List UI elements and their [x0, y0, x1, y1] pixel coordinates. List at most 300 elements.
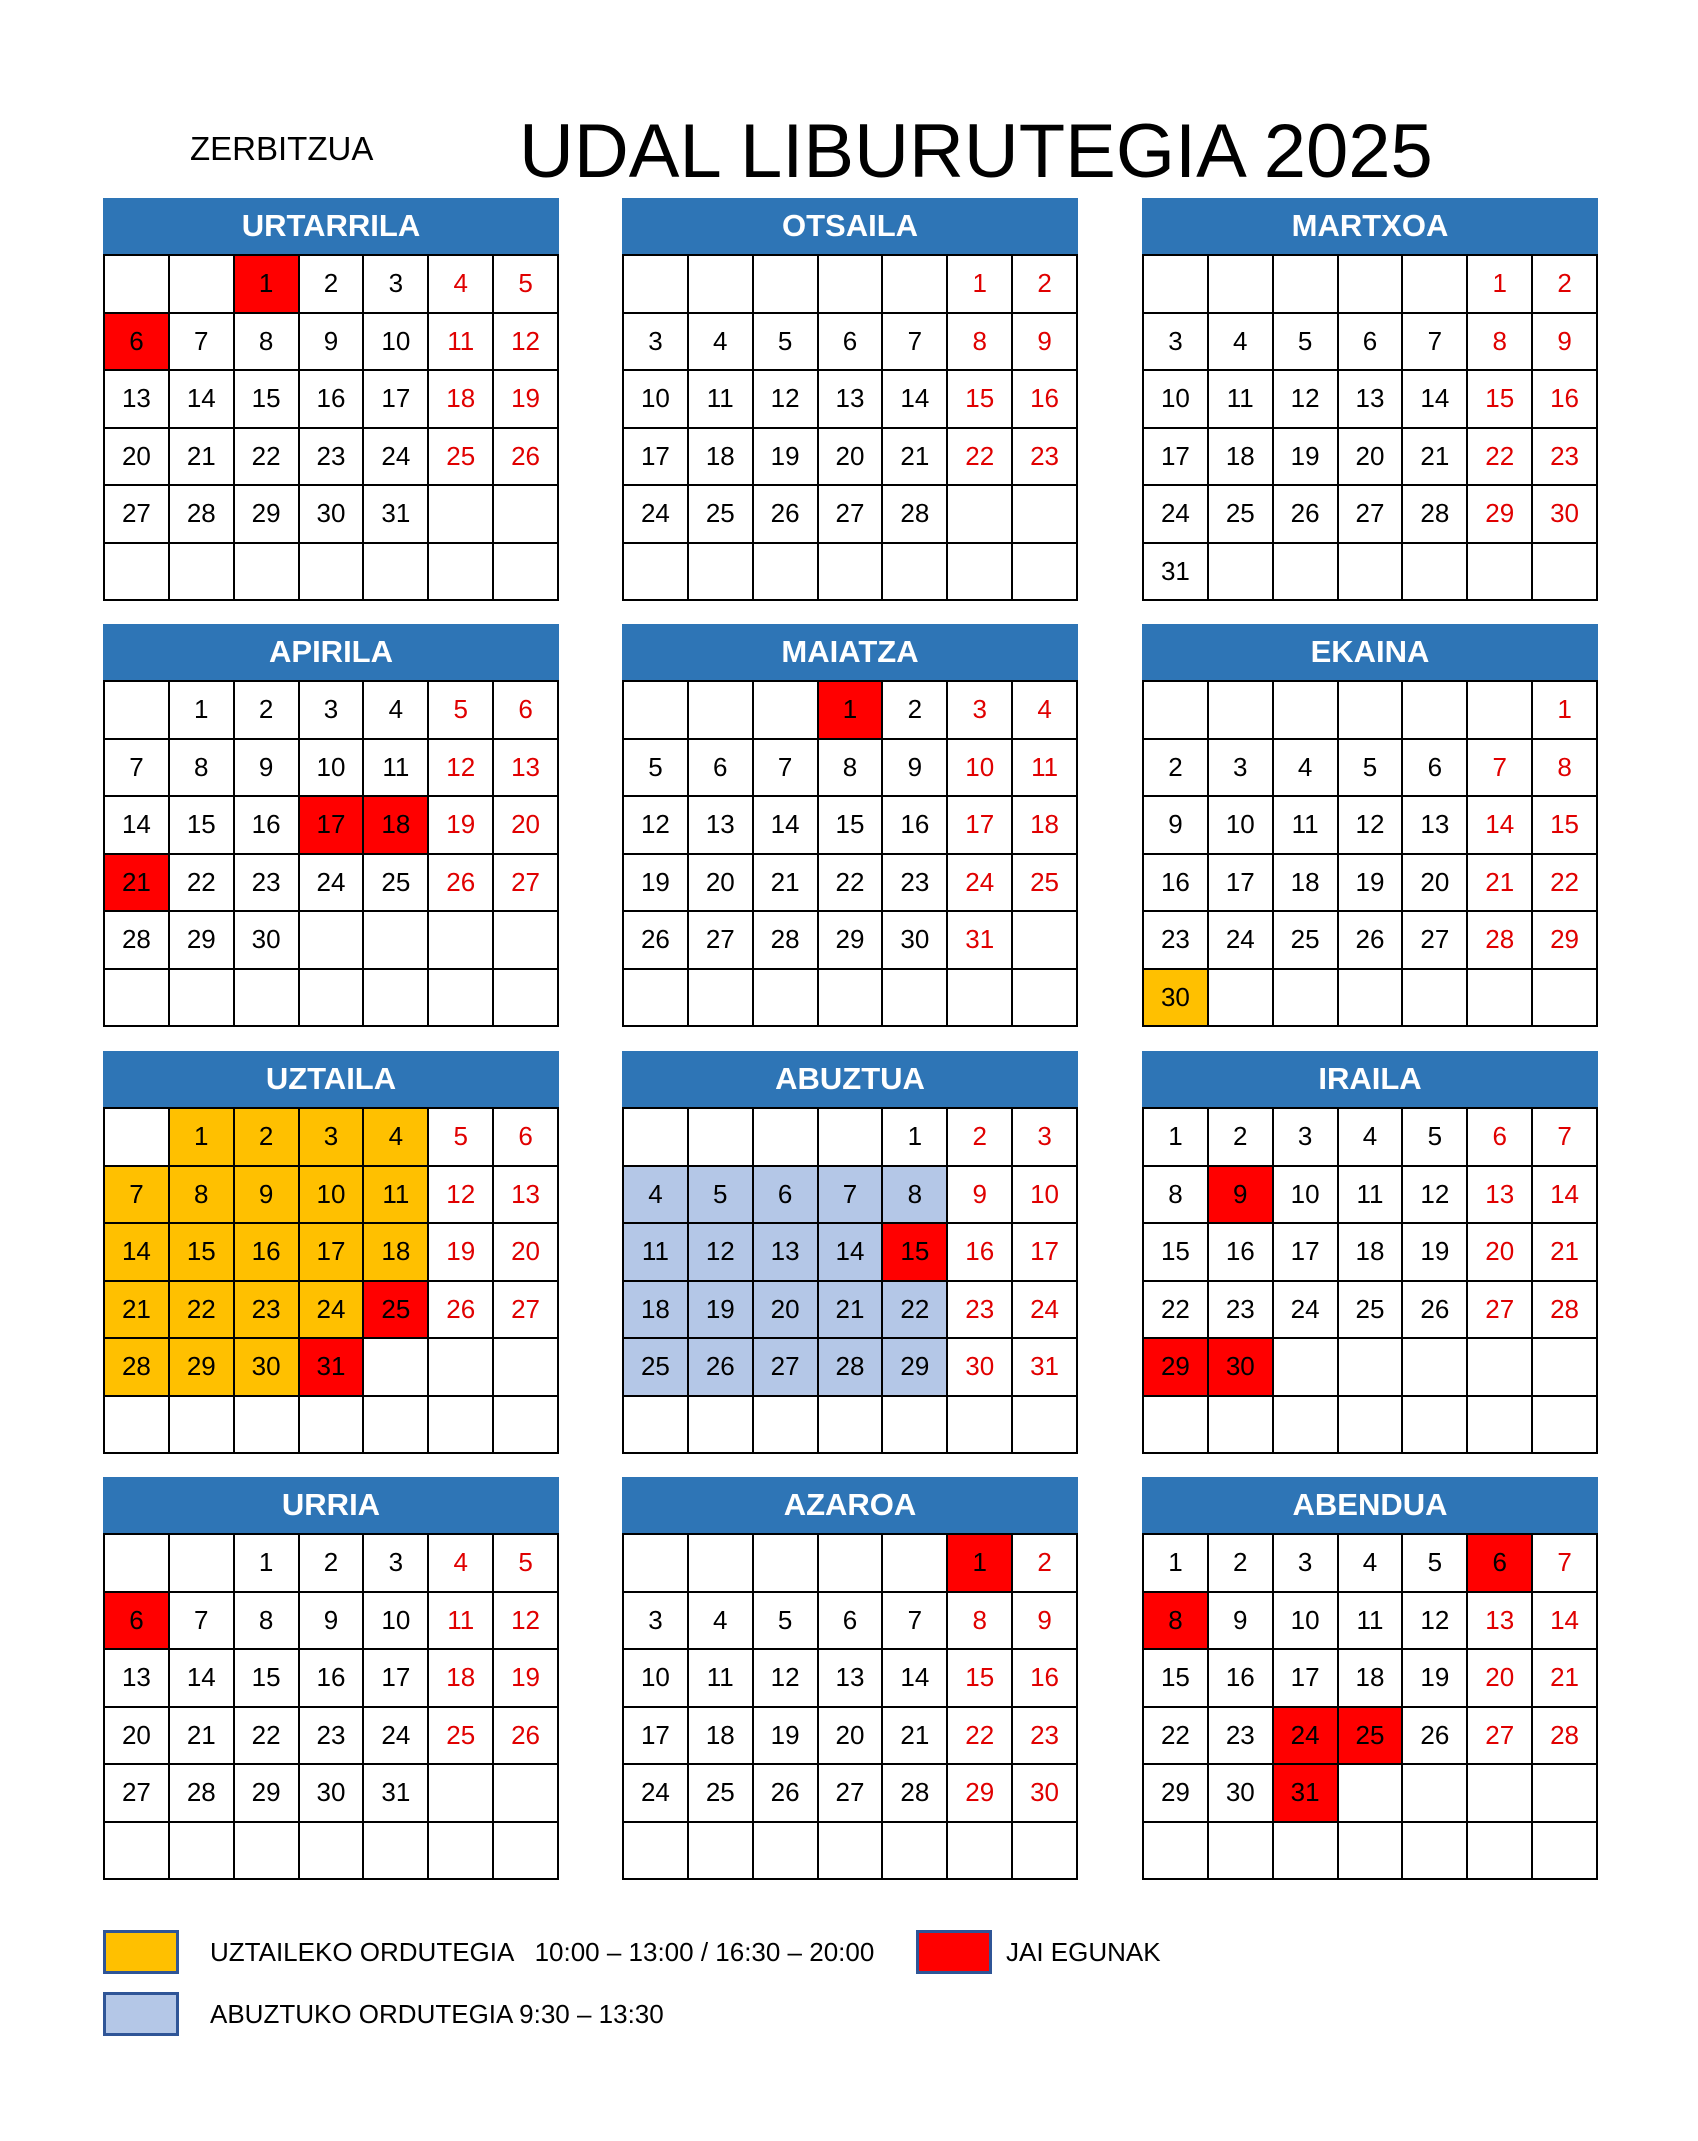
empty-cell	[1533, 1339, 1598, 1397]
day-cell: 8	[883, 1167, 948, 1225]
day-cell: 6	[105, 1593, 170, 1651]
day-cell: 30	[235, 912, 300, 970]
day-cell: 10	[300, 740, 365, 798]
day-cell: 15	[883, 1224, 948, 1282]
day-cell: 13	[1403, 797, 1468, 855]
day-cell: 7	[170, 1593, 235, 1651]
empty-cell	[105, 682, 170, 740]
day-cell: 21	[1533, 1224, 1598, 1282]
day-cell: 9	[1013, 314, 1078, 372]
legend-swatch-july	[103, 1930, 179, 1974]
day-cell: 11	[364, 740, 429, 798]
day-cell: 5	[624, 740, 689, 798]
empty-cell	[624, 1397, 689, 1455]
empty-cell	[1468, 544, 1533, 602]
month-apirila	[103, 624, 559, 1027]
empty-cell	[494, 912, 559, 970]
day-cell: 25	[1209, 486, 1274, 544]
day-cell: 13	[494, 740, 559, 798]
day-cell: 29	[883, 1339, 948, 1397]
day-cell: 30	[883, 912, 948, 970]
day-cell: 3	[624, 314, 689, 372]
day-cell: 27	[1403, 912, 1468, 970]
day-cell: 14	[1533, 1167, 1598, 1225]
empty-cell	[105, 1823, 170, 1881]
empty-cell	[364, 912, 429, 970]
day-cell: 27	[105, 1765, 170, 1823]
empty-cell	[364, 1339, 429, 1397]
day-cell: 10	[1209, 797, 1274, 855]
day-cell: 12	[429, 740, 494, 798]
day-cell: 27	[494, 855, 559, 913]
empty-cell	[300, 970, 365, 1028]
day-cell: 13	[1468, 1167, 1533, 1225]
empty-cell	[105, 1535, 170, 1593]
day-cell: 23	[300, 1708, 365, 1766]
day-cell: 18	[624, 1282, 689, 1340]
empty-cell	[105, 256, 170, 314]
day-cell: 29	[1468, 486, 1533, 544]
day-cell: 14	[170, 1650, 235, 1708]
day-cell: 1	[170, 682, 235, 740]
day-cell: 17	[1274, 1650, 1339, 1708]
empty-cell	[754, 544, 819, 602]
empty-cell	[170, 1397, 235, 1455]
empty-cell	[170, 256, 235, 314]
day-cell: 12	[1403, 1167, 1468, 1225]
empty-cell	[1274, 1823, 1339, 1881]
day-cell: 29	[819, 912, 884, 970]
empty-cell	[1209, 256, 1274, 314]
day-cell: 24	[364, 429, 429, 487]
day-cell: 8	[170, 740, 235, 798]
empty-cell	[494, 1823, 559, 1881]
day-cell: 2	[300, 1535, 365, 1593]
day-cell: 25	[624, 1339, 689, 1397]
empty-cell	[624, 1109, 689, 1167]
day-cell: 31	[948, 912, 1013, 970]
day-cell: 3	[948, 682, 1013, 740]
month-azaroa	[622, 1477, 1078, 1880]
day-cell: 29	[235, 486, 300, 544]
day-cell: 9	[1209, 1167, 1274, 1225]
day-cell: 2	[883, 682, 948, 740]
empty-cell	[624, 970, 689, 1028]
day-cell: 5	[1403, 1535, 1468, 1593]
month-header: EKAINA	[1142, 624, 1598, 680]
day-cell: 16	[1013, 1650, 1078, 1708]
day-cell: 20	[819, 429, 884, 487]
day-cell: 17	[364, 371, 429, 429]
empty-cell	[1468, 1339, 1533, 1397]
day-cell: 20	[689, 855, 754, 913]
day-cell: 17	[1209, 855, 1274, 913]
day-cell: 20	[105, 1708, 170, 1766]
month-header: URRIA	[103, 1477, 559, 1533]
empty-cell	[883, 1535, 948, 1593]
day-cell: 22	[948, 1708, 1013, 1766]
day-cell: 13	[819, 1650, 884, 1708]
day-cell: 17	[364, 1650, 429, 1708]
empty-cell	[754, 256, 819, 314]
empty-cell	[1274, 1397, 1339, 1455]
day-cell: 7	[883, 1593, 948, 1651]
day-cell: 1	[883, 1109, 948, 1167]
empty-cell	[883, 970, 948, 1028]
day-cell: 11	[429, 1593, 494, 1651]
day-cell: 11	[429, 314, 494, 372]
day-cell: 25	[1274, 912, 1339, 970]
month-header: UZTAILA	[103, 1051, 559, 1107]
empty-cell	[1533, 544, 1598, 602]
day-cell: 22	[819, 855, 884, 913]
day-cell: 3	[1274, 1535, 1339, 1593]
empty-cell	[624, 682, 689, 740]
day-cell: 31	[1274, 1765, 1339, 1823]
empty-cell	[429, 486, 494, 544]
day-cell: 9	[300, 314, 365, 372]
day-cell: 26	[624, 912, 689, 970]
day-cell: 7	[1403, 314, 1468, 372]
day-cell: 2	[235, 682, 300, 740]
day-cell: 7	[754, 740, 819, 798]
empty-cell	[429, 912, 494, 970]
day-cell: 7	[1533, 1109, 1598, 1167]
day-cell: 25	[364, 855, 429, 913]
empty-cell	[235, 1397, 300, 1455]
month-abuztua	[622, 1051, 1078, 1454]
day-cell: 12	[624, 797, 689, 855]
day-cell: 15	[235, 371, 300, 429]
day-cell: 1	[1144, 1109, 1209, 1167]
day-cell: 16	[1533, 371, 1598, 429]
day-cell: 20	[1468, 1650, 1533, 1708]
day-cell: 16	[300, 1650, 365, 1708]
day-cell: 1	[1144, 1535, 1209, 1593]
day-cell: 31	[1144, 544, 1209, 602]
day-cell: 22	[235, 1708, 300, 1766]
day-cell: 28	[1403, 486, 1468, 544]
day-cell: 10	[364, 1593, 429, 1651]
empty-cell	[429, 1397, 494, 1455]
empty-cell	[1339, 1339, 1404, 1397]
empty-cell	[1209, 544, 1274, 602]
day-cell: 1	[235, 1535, 300, 1593]
day-cell: 28	[754, 912, 819, 970]
day-cell: 22	[1468, 429, 1533, 487]
day-cell: 14	[883, 371, 948, 429]
day-cell: 19	[1403, 1650, 1468, 1708]
empty-cell	[883, 1823, 948, 1881]
day-cell: 18	[364, 1224, 429, 1282]
empty-cell	[1339, 1397, 1404, 1455]
day-cell: 17	[300, 1224, 365, 1282]
month-header: AZAROA	[622, 1477, 1078, 1533]
day-cell: 6	[754, 1167, 819, 1225]
day-cell: 24	[300, 1282, 365, 1340]
day-cell: 5	[1274, 314, 1339, 372]
legend-swatch-august	[103, 1992, 179, 2036]
day-cell: 23	[1013, 1708, 1078, 1766]
day-cell: 23	[1209, 1708, 1274, 1766]
empty-cell	[1403, 256, 1468, 314]
empty-cell	[494, 1339, 559, 1397]
empty-cell	[235, 1823, 300, 1881]
month-grid	[622, 1107, 1078, 1454]
day-cell: 29	[948, 1765, 1013, 1823]
day-cell: 16	[1209, 1224, 1274, 1282]
day-cell: 26	[754, 486, 819, 544]
day-cell: 21	[1403, 429, 1468, 487]
empty-cell	[1339, 1765, 1404, 1823]
month-grid	[622, 680, 1078, 1027]
day-cell: 6	[1403, 740, 1468, 798]
day-cell: 24	[1144, 486, 1209, 544]
day-cell: 15	[170, 797, 235, 855]
month-grid	[1142, 1533, 1598, 1880]
empty-cell	[754, 1109, 819, 1167]
empty-cell	[1468, 682, 1533, 740]
empty-cell	[819, 544, 884, 602]
empty-cell	[300, 1823, 365, 1881]
day-cell: 30	[1144, 970, 1209, 1028]
empty-cell	[1144, 256, 1209, 314]
empty-cell	[364, 1397, 429, 1455]
day-cell: 27	[1339, 486, 1404, 544]
day-cell: 17	[624, 1708, 689, 1766]
day-cell: 27	[105, 486, 170, 544]
day-cell: 31	[300, 1339, 365, 1397]
day-cell: 2	[1209, 1535, 1274, 1593]
day-cell: 28	[105, 912, 170, 970]
day-cell: 29	[1144, 1765, 1209, 1823]
empty-cell	[819, 1397, 884, 1455]
empty-cell	[300, 912, 365, 970]
day-cell: 19	[1339, 855, 1404, 913]
empty-cell	[170, 544, 235, 602]
day-cell: 20	[105, 429, 170, 487]
day-cell: 20	[1468, 1224, 1533, 1282]
day-cell: 18	[689, 429, 754, 487]
day-cell: 13	[105, 1650, 170, 1708]
day-cell: 8	[235, 1593, 300, 1651]
day-cell: 17	[300, 797, 365, 855]
month-martxoa	[1142, 198, 1598, 601]
day-cell: 17	[948, 797, 1013, 855]
day-cell: 23	[883, 855, 948, 913]
day-cell: 28	[819, 1339, 884, 1397]
day-cell: 20	[819, 1708, 884, 1766]
day-cell: 30	[300, 1765, 365, 1823]
day-cell: 29	[1533, 912, 1598, 970]
day-cell: 22	[1144, 1282, 1209, 1340]
day-cell: 12	[754, 1650, 819, 1708]
empty-cell	[948, 544, 1013, 602]
empty-cell	[1274, 682, 1339, 740]
empty-cell	[1468, 970, 1533, 1028]
day-cell: 10	[1013, 1167, 1078, 1225]
day-cell: 8	[1144, 1593, 1209, 1651]
legend-label-august: ABUZTUKO ORDUTEGIA 9:30 – 13:30	[210, 1999, 664, 2029]
day-cell: 5	[494, 256, 559, 314]
empty-cell	[1403, 544, 1468, 602]
day-cell: 24	[1013, 1282, 1078, 1340]
day-cell: 22	[948, 429, 1013, 487]
day-cell: 2	[1533, 256, 1598, 314]
day-cell: 2	[1144, 740, 1209, 798]
day-cell: 13	[494, 1167, 559, 1225]
day-cell: 30	[948, 1339, 1013, 1397]
empty-cell	[1339, 544, 1404, 602]
day-cell: 15	[1468, 371, 1533, 429]
day-cell: 15	[948, 371, 1013, 429]
day-cell: 2	[1013, 256, 1078, 314]
empty-cell	[1144, 682, 1209, 740]
day-cell: 1	[1533, 682, 1598, 740]
empty-cell	[429, 1823, 494, 1881]
month-grid	[622, 1533, 1078, 1880]
day-cell: 31	[1013, 1339, 1078, 1397]
day-cell: 6	[689, 740, 754, 798]
day-cell: 18	[1339, 1224, 1404, 1282]
empty-cell	[689, 256, 754, 314]
month-header: APIRILA	[103, 624, 559, 680]
empty-cell	[1339, 970, 1404, 1028]
empty-cell	[689, 1823, 754, 1881]
day-cell: 24	[300, 855, 365, 913]
day-cell: 6	[105, 314, 170, 372]
day-cell: 2	[300, 256, 365, 314]
day-cell: 22	[170, 855, 235, 913]
empty-cell	[1144, 1823, 1209, 1881]
month-header: URTARRILA	[103, 198, 559, 254]
day-cell: 28	[1468, 912, 1533, 970]
empty-cell	[170, 1823, 235, 1881]
empty-cell	[1533, 1823, 1598, 1881]
day-cell: 22	[883, 1282, 948, 1340]
day-cell: 13	[819, 371, 884, 429]
day-cell: 19	[754, 429, 819, 487]
day-cell: 1	[948, 1535, 1013, 1593]
day-cell: 23	[1144, 912, 1209, 970]
legend-swatch-holiday	[916, 1930, 992, 1974]
empty-cell	[624, 1535, 689, 1593]
day-cell: 10	[1144, 371, 1209, 429]
day-cell: 3	[364, 1535, 429, 1593]
empty-cell	[754, 1823, 819, 1881]
day-cell: 25	[429, 429, 494, 487]
empty-cell	[494, 1397, 559, 1455]
day-cell: 28	[1533, 1708, 1598, 1766]
empty-cell	[819, 256, 884, 314]
day-cell: 18	[1013, 797, 1078, 855]
empty-cell	[494, 970, 559, 1028]
day-cell: 24	[1274, 1708, 1339, 1766]
day-cell: 20	[494, 1224, 559, 1282]
day-cell: 4	[1339, 1109, 1404, 1167]
empty-cell	[235, 970, 300, 1028]
day-cell: 9	[235, 740, 300, 798]
month-grid	[1142, 680, 1598, 1027]
empty-cell	[300, 1397, 365, 1455]
empty-cell	[1403, 1765, 1468, 1823]
empty-cell	[1013, 1397, 1078, 1455]
day-cell: 28	[883, 1765, 948, 1823]
month-header: ABUZTUA	[622, 1051, 1078, 1107]
empty-cell	[689, 1109, 754, 1167]
day-cell: 20	[754, 1282, 819, 1340]
day-cell: 13	[105, 371, 170, 429]
service-label: ZERBITZUA	[190, 130, 374, 167]
day-cell: 16	[1209, 1650, 1274, 1708]
month-header: OTSAILA	[622, 198, 1078, 254]
day-cell: 24	[364, 1708, 429, 1766]
day-cell: 28	[1533, 1282, 1598, 1340]
day-cell: 21	[170, 429, 235, 487]
day-cell: 17	[624, 429, 689, 487]
empty-cell	[105, 544, 170, 602]
day-cell: 15	[170, 1224, 235, 1282]
day-cell: 8	[1533, 740, 1598, 798]
day-cell: 23	[235, 855, 300, 913]
empty-cell	[689, 682, 754, 740]
day-cell: 11	[689, 371, 754, 429]
day-cell: 12	[689, 1224, 754, 1282]
empty-cell	[1403, 1397, 1468, 1455]
day-cell: 14	[1533, 1593, 1598, 1651]
day-cell: 18	[1209, 429, 1274, 487]
day-cell: 3	[300, 1109, 365, 1167]
empty-cell	[1013, 970, 1078, 1028]
day-cell: 6	[1468, 1535, 1533, 1593]
day-cell: 29	[170, 912, 235, 970]
day-cell: 28	[170, 1765, 235, 1823]
day-cell: 26	[754, 1765, 819, 1823]
day-cell: 1	[235, 256, 300, 314]
day-cell: 20	[1339, 429, 1404, 487]
day-cell: 19	[494, 1650, 559, 1708]
day-cell: 14	[754, 797, 819, 855]
month-grid	[1142, 254, 1598, 601]
month-header: MARTXOA	[1142, 198, 1598, 254]
day-cell: 31	[364, 1765, 429, 1823]
empty-cell	[300, 544, 365, 602]
day-cell: 9	[1209, 1593, 1274, 1651]
day-cell: 9	[1144, 797, 1209, 855]
page-title: UDAL LIBURUTEGIA 2025	[519, 109, 1433, 194]
day-cell: 6	[1468, 1109, 1533, 1167]
empty-cell	[689, 1535, 754, 1593]
empty-cell	[624, 256, 689, 314]
day-cell: 11	[1339, 1593, 1404, 1651]
empty-cell	[1274, 1339, 1339, 1397]
day-cell: 30	[300, 486, 365, 544]
day-cell: 30	[1209, 1765, 1274, 1823]
day-cell: 26	[1403, 1282, 1468, 1340]
day-cell: 26	[1274, 486, 1339, 544]
day-cell: 7	[1468, 740, 1533, 798]
day-cell: 8	[948, 314, 1013, 372]
day-cell: 4	[364, 1109, 429, 1167]
day-cell: 9	[235, 1167, 300, 1225]
day-cell: 22	[1533, 855, 1598, 913]
day-cell: 26	[494, 429, 559, 487]
empty-cell	[1274, 256, 1339, 314]
day-cell: 14	[1403, 371, 1468, 429]
day-cell: 3	[1274, 1109, 1339, 1167]
day-cell: 8	[1468, 314, 1533, 372]
day-cell: 18	[689, 1708, 754, 1766]
